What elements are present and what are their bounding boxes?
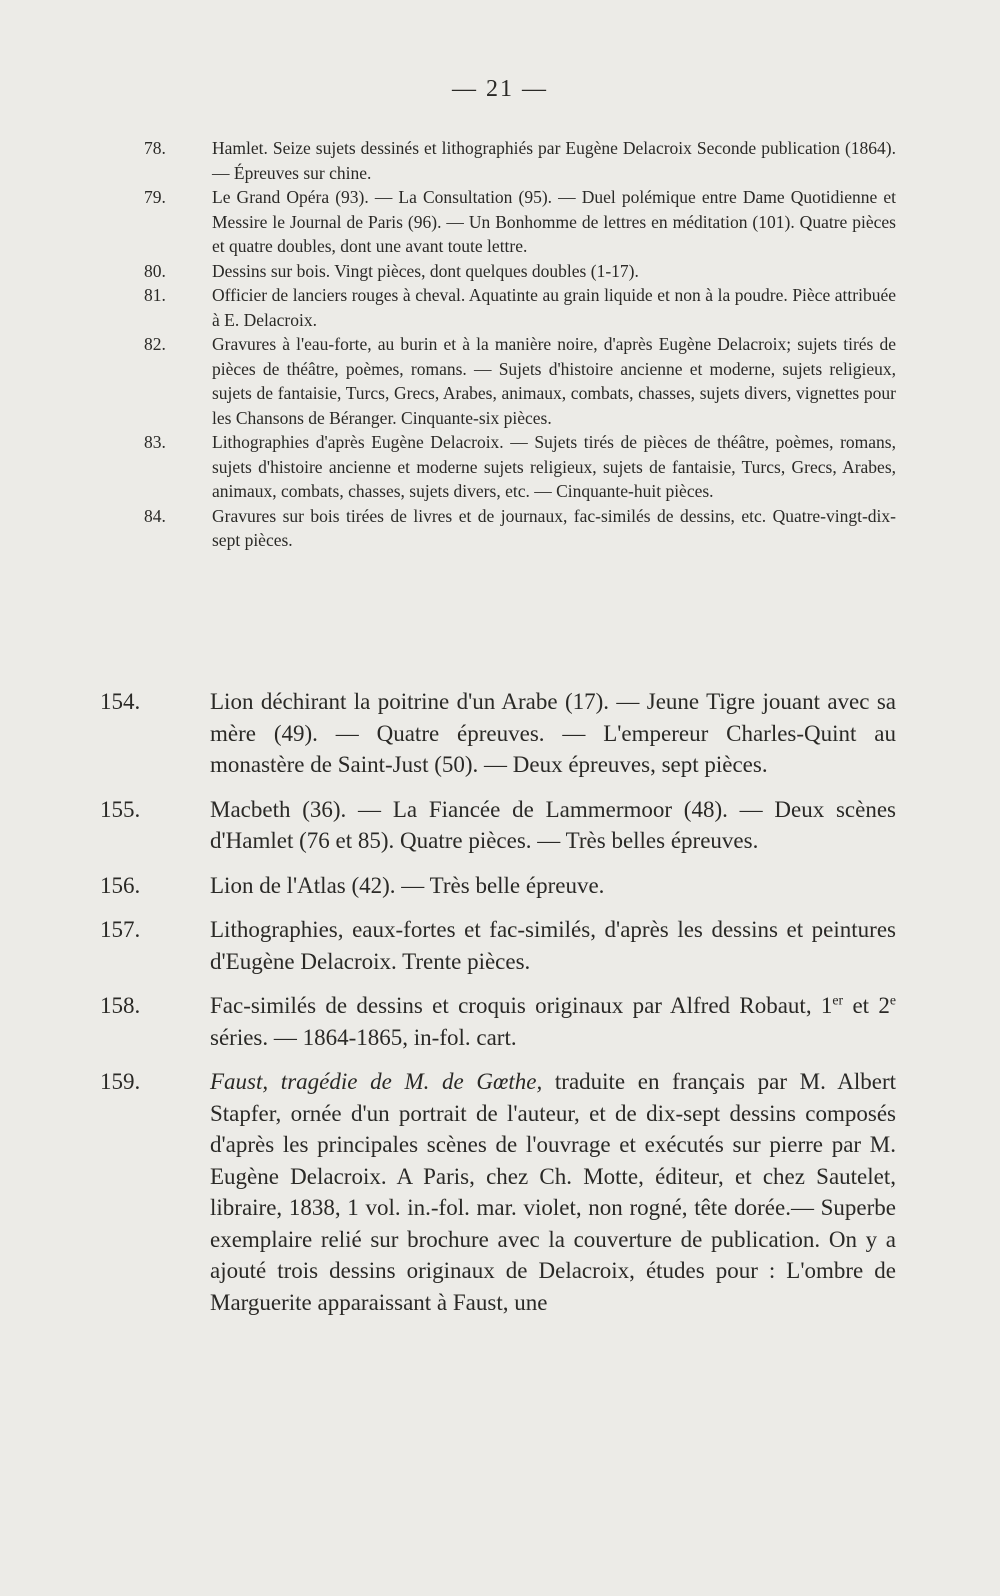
entry-text: Lithographies d'après Eugène Delacroix. — Sujets tirés de pièces de théâtre, poèmes, romans, sujets d'histoire ancienne et moderne sujets religieux, sujets de fantaisie, Turcs, Grecs, Arabes, animaux, combats, chasses, sujets divers, etc. — Cinquante-huit pièces. <box>212 432 896 501</box>
entry-number: 79. <box>144 187 166 207</box>
catalog-entry-156 <box>100 870 896 902</box>
entry-number: 82. <box>144 334 166 354</box>
catalog-entry-82 <box>144 332 896 430</box>
catalog-entry-154 <box>100 686 896 781</box>
entry-number: 156. <box>100 872 141 898</box>
entry-text: Lion de l'Atlas (42). — Très belle épreuve. <box>210 872 605 898</box>
entry-text: Gravures sur bois tirées de livres et de journaux, fac-similés de dessins, etc. Quatre-vingt-dix-sept pièces. <box>212 505 896 550</box>
entry-text: Officier de lanciers rouges à cheval. Aquatinte au grain liquide et non à la poudre. Pièce attribuée à E. Delacroix. <box>212 285 896 330</box>
catalog-entry-80 <box>144 259 896 284</box>
entry-text-part: séries. — 1864-1865, in-fol. cart. <box>210 1024 517 1050</box>
entry-number: 155. <box>100 796 141 822</box>
catalog-entry-155 <box>100 794 896 857</box>
entry-text: Gravures à l'eau-forte, au burin et à la manière noire, d'après Eugène Delacroix; sujets tirés de pièces de théâtre, poèmes, romans. — Sujets d'histoire ancienne et moderne, sujets religieux, sujets de fantaisie, Turcs, Grecs, Arabes, animaux, combats, chasses, sujets divers, vignettes pour les Chansons de Béranger. Cinquante-six pièces. <box>212 334 896 428</box>
entry-number: 159. <box>100 1069 141 1094</box>
entry-text-part: Fac-similés de dessins et croquis originaux par Alfred Robaut, 1 <box>210 993 833 1018</box>
entry-text: Hamlet. Seize sujets dessinés et lithographiés par Eugène Delacroix Seconde publication (1864). — Épreuves sur chine. <box>212 138 896 183</box>
catalog-entry-84 <box>144 504 896 553</box>
entry-number: 158. <box>100 993 141 1018</box>
entry-number: 154. <box>100 689 141 714</box>
entry-number: 80. <box>144 260 166 281</box>
page-number: — 21 — <box>452 76 548 102</box>
entry-text: Dessins sur bois. Vingt pièces, dont quelques doubles (1-17). <box>212 260 639 281</box>
entry-text-part: et 2 <box>843 993 890 1018</box>
catalog-entry-158 <box>100 990 896 1053</box>
catalog-entry-159 <box>100 1066 896 1318</box>
catalog-entry-79 <box>144 185 896 259</box>
catalog-entry-157 <box>100 914 896 977</box>
entry-number: 81. <box>144 285 166 305</box>
entry-text: Lithographies, eaux-fortes et fac-similés, d'après les dessins et peintures d'Eugène Delacroix. Trente pièces. <box>210 917 896 974</box>
entry-text <box>210 1069 896 1315</box>
entry-text-part: traduite en français par M. Albert Stapfer, ornée d'un portrait de l'auteur, et de dix-sept dessins composés d'après les principales scènes de l'ouvrage et exécutés sur pierre par M. Eugène Delacroix. A Paris, chez Ch. Motte, éditeur, et chez Sautelet, libraire, 1838, 1 vol. in.-fol. mar. violet, non rogné, tête dorée.— Superbe exemplaire relié sur brochure avec la couverture de publication. On y a ajouté trois dessins originaux de Delacroix, études pour : L'ombre de Marguerite apparaissant à Faust, une <box>210 1069 897 1315</box>
catalog-entry-78 <box>144 136 896 185</box>
entry-text: Le Grand Opéra (93). — La Consultation (95). — Duel polémique entre Dame Quotidienne et Messire le Journal de Paris (96). — Un Bonhomme de lettres en méditation (101). Quatre pièces et quatre doubles, dont une avant toute lettre. <box>212 187 896 256</box>
book-title: Faust, tragédie de M. de Gœthe, <box>210 1069 543 1094</box>
catalog-entry-81 <box>144 283 896 332</box>
entry-text: Macbeth (36). — La Fiancée de Lammermoor (48). — Deux scènes d'Hamlet (76 et 85). Quatre pièces. — Très belles épreuves. <box>210 796 896 853</box>
entry-number: 83. <box>144 432 166 452</box>
small-print-entries <box>144 136 896 553</box>
superscript-first: er <box>832 992 844 1008</box>
entry-number: 78. <box>144 138 166 158</box>
catalog-entry-83 <box>144 430 896 504</box>
entry-number: 84. <box>144 505 166 526</box>
entry-number: 157. <box>100 917 141 942</box>
entry-text: Lion déchirant la poitrine d'un Arabe (17). — Jeune Tigre jouant avec sa mère (49). — Quatre épreuves. — L'empereur Charles-Quint au monastère de Saint-Just (50). — Deux épreuves, sept pièces. <box>210 689 896 777</box>
entry-text <box>210 993 896 1050</box>
superscript-second: e <box>889 992 896 1008</box>
main-print-entries <box>100 686 896 1331</box>
